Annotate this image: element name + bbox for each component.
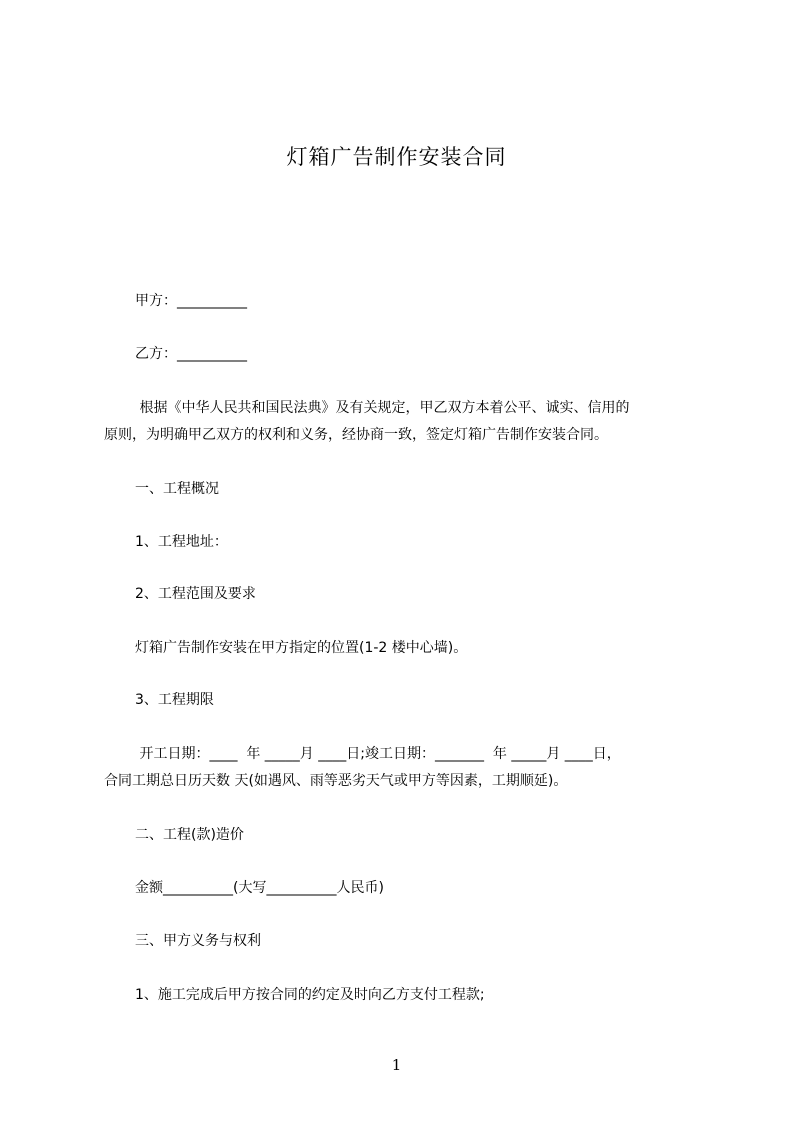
period-line-2: 合同工期总日历天数 天(如遇风、雨等恶劣天气或甲方等因素，工期顺延)。 — [104, 773, 568, 789]
document-title: 灯箱广告制作安装合同 — [286, 145, 507, 169]
amount-line: 金额__________(大写__________人民币) — [135, 880, 384, 896]
period-line-1: 开工日期：____ 年 _____月 ____日;竣工日期：_______ 年 _____月 ____日， — [135, 746, 621, 762]
page-number: 1 — [391, 1056, 402, 1074]
preamble-line-1: 根据《中华人民共和国民法典》及有关规定，甲乙双方本着公平、诚实、信用的 — [135, 400, 630, 416]
section-2-heading: 二、工程(款)造价 — [135, 827, 244, 843]
party-a-line: 甲方：__________ — [135, 293, 247, 309]
section-1-heading: 一、工程概况 — [135, 481, 219, 497]
item-1-1: 1、工程地址： — [135, 534, 228, 550]
item-3-1: 1、施工完成后甲方按合同的约定及时向乙方支付工程款; — [135, 987, 485, 1003]
item-1-3: 3、工程期限 — [135, 692, 214, 708]
party-b-line: 乙方：__________ — [135, 346, 247, 362]
preamble-line-2: 原则，为明确甲乙双方的权利和义务，经协商一致，签定灯箱广告制作安装合同。 — [104, 427, 608, 443]
item-1-2: 2、工程范围及要求 — [135, 586, 256, 602]
item-1-2-body: 灯箱广告制作安装在甲方指定的位置(1-2 楼中心墙)。 — [135, 640, 468, 656]
section-3-heading: 三、甲方义务与权利 — [135, 933, 261, 949]
